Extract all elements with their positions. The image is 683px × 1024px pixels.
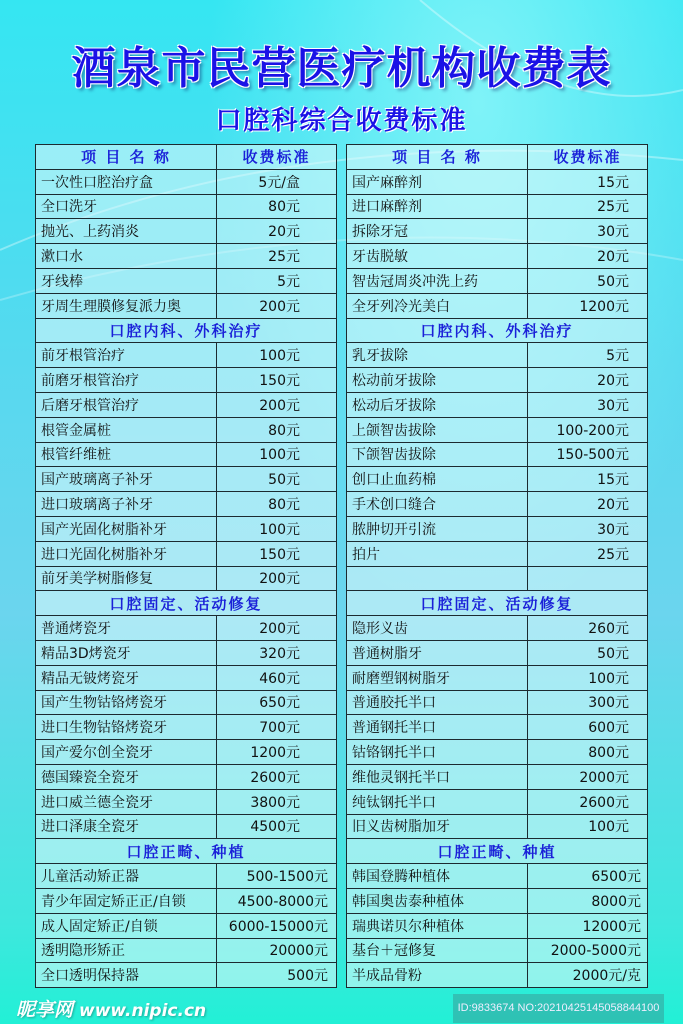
item-price: 5元/盒 xyxy=(217,169,337,194)
item-name: 国产爱尔创全瓷牙 xyxy=(36,740,217,765)
table-row xyxy=(347,789,648,814)
item-price: 460元 xyxy=(217,665,337,690)
item-price: 700元 xyxy=(217,715,337,740)
item-price: 150元 xyxy=(217,541,337,566)
table-row xyxy=(36,194,337,219)
item-price: 200元 xyxy=(217,616,337,641)
item-name: 根管金属桩 xyxy=(36,417,217,442)
item-name: 隐形义齿 xyxy=(347,616,528,641)
table-row xyxy=(36,392,337,417)
table-row xyxy=(36,938,337,963)
logo-text: 昵享网 xyxy=(16,999,74,1021)
item-name: 成人固定矫正/自锁 xyxy=(36,913,217,938)
item-price: 2000元 xyxy=(528,764,648,789)
item-name: 进口玻璃离子补牙 xyxy=(36,492,217,517)
table-row xyxy=(36,740,337,765)
item-price: 100元 xyxy=(528,814,648,839)
nipic-logo xyxy=(16,995,206,1022)
table-row xyxy=(36,169,337,194)
item-name: 乳牙拔除 xyxy=(347,343,528,368)
item-price: 3800元 xyxy=(217,789,337,814)
table-row xyxy=(36,442,337,467)
table-row xyxy=(347,541,648,566)
table-row xyxy=(36,888,337,913)
item-price: 2000元/克 xyxy=(528,963,648,988)
item-price: 100-200元 xyxy=(528,417,648,442)
item-price: 260元 xyxy=(528,616,648,641)
item-price: 100元 xyxy=(217,343,337,368)
table-row xyxy=(36,690,337,715)
item-name: 青少年固定矫正正/自锁 xyxy=(36,888,217,913)
table-row xyxy=(347,764,648,789)
table-row xyxy=(347,268,648,293)
item-name: 拆除牙冠 xyxy=(347,219,528,244)
item-name: 基台＋冠修复 xyxy=(347,938,528,963)
table-row xyxy=(347,516,648,541)
item-price: 80元 xyxy=(217,417,337,442)
item-price: 5元 xyxy=(528,343,648,368)
table-row xyxy=(36,864,337,889)
page-title: 酒泉市民营医疗机构收费表 xyxy=(71,43,612,94)
item-price: 20元 xyxy=(217,219,337,244)
table-row xyxy=(347,219,648,244)
table-row xyxy=(36,814,337,839)
section-title: 口腔固定、活动修复 xyxy=(347,591,648,616)
item-name: 后磨牙根管治疗 xyxy=(36,392,217,417)
section-title: 口腔正畸、种植 xyxy=(347,839,648,864)
table-row xyxy=(36,566,337,591)
item-name: 国产生物钴铬烤瓷牙 xyxy=(36,690,217,715)
item-price: 2600元 xyxy=(217,764,337,789)
item-price: 1200元 xyxy=(528,293,648,318)
item-price: 100元 xyxy=(217,442,337,467)
item-name: 根管纤维桩 xyxy=(36,442,217,467)
item-price: 2000-5000元 xyxy=(528,938,648,963)
logo-url: www.nipic.cn xyxy=(79,1001,207,1021)
item-name: 创口止血药棉 xyxy=(347,467,528,492)
item-price: 600元 xyxy=(528,715,648,740)
item-name: 国产麻醉剂 xyxy=(347,169,528,194)
item-price: 4500元 xyxy=(217,814,337,839)
section-title: 口腔内科、外科治疗 xyxy=(36,318,337,343)
item-name: 普通胶托半口 xyxy=(347,690,528,715)
item-price: 30元 xyxy=(528,516,648,541)
item-name: 松动后牙拔除 xyxy=(347,392,528,417)
item-name xyxy=(347,566,528,591)
item-price: 200元 xyxy=(217,293,337,318)
item-price: 800元 xyxy=(528,740,648,765)
table-row xyxy=(36,665,337,690)
item-name: 维他灵钢托半口 xyxy=(347,764,528,789)
item-price: 25元 xyxy=(528,194,648,219)
table-row xyxy=(347,343,648,368)
item-name: 旧义齿树脂加牙 xyxy=(347,814,528,839)
fee-table-right xyxy=(346,144,648,988)
item-price: 80元 xyxy=(217,492,337,517)
item-name: 牙齿脱敏 xyxy=(347,244,528,269)
item-price: 5元 xyxy=(217,268,337,293)
item-name: 国产玻璃离子补牙 xyxy=(36,467,217,492)
section-title: 口腔正畸、种植 xyxy=(36,839,337,864)
item-price: 25元 xyxy=(217,244,337,269)
item-name: 精品3D烤瓷牙 xyxy=(36,640,217,665)
table-row xyxy=(36,293,337,318)
item-name: 韩国登腾种植体 xyxy=(347,864,528,889)
table-row xyxy=(347,888,648,913)
item-price: 50元 xyxy=(528,268,648,293)
item-price: 1200元 xyxy=(217,740,337,765)
item-name: 脓肿切开引流 xyxy=(347,516,528,541)
item-price: 150元 xyxy=(217,368,337,393)
table-row xyxy=(36,541,337,566)
item-name: 韩国奥齿泰种植体 xyxy=(347,888,528,913)
item-price: 200元 xyxy=(217,392,337,417)
item-price: 20000元 xyxy=(217,938,337,963)
item-name: 抛光、上药消炎 xyxy=(36,219,217,244)
table-row xyxy=(36,268,337,293)
table-row xyxy=(347,814,648,839)
item-name: 全口洗牙 xyxy=(36,194,217,219)
table-row xyxy=(36,467,337,492)
item-name: 松动前牙拔除 xyxy=(347,368,528,393)
item-price xyxy=(528,566,648,591)
item-price: 650元 xyxy=(217,690,337,715)
item-name: 拍片 xyxy=(347,541,528,566)
fee-table-left xyxy=(35,144,337,988)
item-name: 耐磨塑钢树脂牙 xyxy=(347,665,528,690)
item-name: 下颌智齿拔除 xyxy=(347,442,528,467)
item-price: 8000元 xyxy=(528,888,648,913)
item-price: 2600元 xyxy=(528,789,648,814)
table-row xyxy=(36,368,337,393)
item-name: 进口生物钴铬烤瓷牙 xyxy=(36,715,217,740)
item-price: 12000元 xyxy=(528,913,648,938)
item-price: 100元 xyxy=(528,665,648,690)
item-name: 前牙美学树脂修复 xyxy=(36,566,217,591)
page-subtitle: 口腔科综合收费标准 xyxy=(215,106,468,136)
section-header-row xyxy=(36,839,337,864)
table-header-row xyxy=(36,145,337,170)
item-price: 300元 xyxy=(528,690,648,715)
table-row xyxy=(347,963,648,988)
table-row xyxy=(347,194,648,219)
table-row xyxy=(347,616,648,641)
table-row xyxy=(36,343,337,368)
header-price: 收费标准 xyxy=(217,145,337,170)
item-name: 钴铬钢托半口 xyxy=(347,740,528,765)
table-row xyxy=(347,244,648,269)
item-price: 100元 xyxy=(217,516,337,541)
table-row xyxy=(347,665,648,690)
item-price: 50元 xyxy=(528,640,648,665)
table-row xyxy=(347,864,648,889)
item-price: 20元 xyxy=(528,244,648,269)
item-price: 6500元 xyxy=(528,864,648,889)
section-header-row xyxy=(347,318,648,343)
item-price: 15元 xyxy=(528,169,648,194)
section-title: 口腔内科、外科治疗 xyxy=(347,318,648,343)
section-header-row xyxy=(347,839,648,864)
header-name: 项 目 名 称 xyxy=(347,145,528,170)
item-name: 智齿冠周炎冲洗上药 xyxy=(347,268,528,293)
section-header-row xyxy=(36,318,337,343)
table-row xyxy=(347,392,648,417)
table-row xyxy=(347,715,648,740)
item-name: 精品无铍烤瓷牙 xyxy=(36,665,217,690)
section-title: 口腔固定、活动修复 xyxy=(36,591,337,616)
item-name: 普通钢托半口 xyxy=(347,715,528,740)
table-row xyxy=(347,640,648,665)
item-name: 进口泽康全瓷牙 xyxy=(36,814,217,839)
table-row xyxy=(347,293,648,318)
item-name: 国产光固化树脂补牙 xyxy=(36,516,217,541)
table-row xyxy=(347,740,648,765)
item-price: 20元 xyxy=(528,368,648,393)
item-price: 4500-8000元 xyxy=(217,888,337,913)
item-name: 全口透明保持器 xyxy=(36,963,217,988)
table-row xyxy=(347,169,648,194)
item-name: 普通烤瓷牙 xyxy=(36,616,217,641)
item-price: 500元 xyxy=(217,963,337,988)
item-name: 儿童活动矫正器 xyxy=(36,864,217,889)
table-row xyxy=(347,442,648,467)
item-price: 320元 xyxy=(217,640,337,665)
item-name: 漱口水 xyxy=(36,244,217,269)
item-price: 80元 xyxy=(217,194,337,219)
table-header-row xyxy=(347,145,648,170)
item-price: 20元 xyxy=(528,492,648,517)
table-row xyxy=(36,616,337,641)
item-price: 150-500元 xyxy=(528,442,648,467)
header-price: 收费标准 xyxy=(528,145,648,170)
table-row xyxy=(36,516,337,541)
section-header-row xyxy=(347,591,648,616)
table-row xyxy=(36,492,337,517)
table-row xyxy=(36,417,337,442)
item-name: 进口威兰德全瓷牙 xyxy=(36,789,217,814)
item-name: 牙线棒 xyxy=(36,268,217,293)
table-row xyxy=(347,566,648,591)
item-name: 进口麻醉剂 xyxy=(347,194,528,219)
item-price: 30元 xyxy=(528,392,648,417)
table-row xyxy=(347,938,648,963)
item-name: 上颌智齿拔除 xyxy=(347,417,528,442)
item-name: 进口光固化树脂补牙 xyxy=(36,541,217,566)
item-name: 瑞典诺贝尔种植体 xyxy=(347,913,528,938)
table-row xyxy=(36,219,337,244)
table-row xyxy=(36,244,337,269)
item-price: 200元 xyxy=(217,566,337,591)
table-row xyxy=(347,368,648,393)
table-row xyxy=(347,492,648,517)
table-row xyxy=(347,417,648,442)
item-name: 前磨牙根管治疗 xyxy=(36,368,217,393)
item-price: 50元 xyxy=(217,467,337,492)
table-row xyxy=(36,764,337,789)
item-price: 25元 xyxy=(528,541,648,566)
table-row xyxy=(36,789,337,814)
item-name: 半成品骨粉 xyxy=(347,963,528,988)
item-price: 30元 xyxy=(528,219,648,244)
item-name: 牙周生理膜修复派力奥 xyxy=(36,293,217,318)
table-row xyxy=(36,913,337,938)
watermark-id: ID:9833674 NO:20210425145058844100 xyxy=(453,994,664,1023)
item-price: 6000-15000元 xyxy=(217,913,337,938)
item-name: 一次性口腔治疗盒 xyxy=(36,169,217,194)
table-row xyxy=(36,640,337,665)
header-name: 项 目 名 称 xyxy=(36,145,217,170)
section-header-row xyxy=(36,591,337,616)
item-price: 500-1500元 xyxy=(217,864,337,889)
item-price: 15元 xyxy=(528,467,648,492)
item-name: 全牙列冷光美白 xyxy=(347,293,528,318)
item-name: 前牙根管治疗 xyxy=(36,343,217,368)
item-name: 手术创口缝合 xyxy=(347,492,528,517)
table-row xyxy=(347,467,648,492)
item-name: 普通树脂牙 xyxy=(347,640,528,665)
item-name: 德国臻瓷全瓷牙 xyxy=(36,764,217,789)
table-row xyxy=(36,963,337,988)
table-row xyxy=(347,690,648,715)
item-name: 透明隐形矫正 xyxy=(36,938,217,963)
item-name: 纯钛钢托半口 xyxy=(347,789,528,814)
table-row xyxy=(36,715,337,740)
table-row xyxy=(347,913,648,938)
